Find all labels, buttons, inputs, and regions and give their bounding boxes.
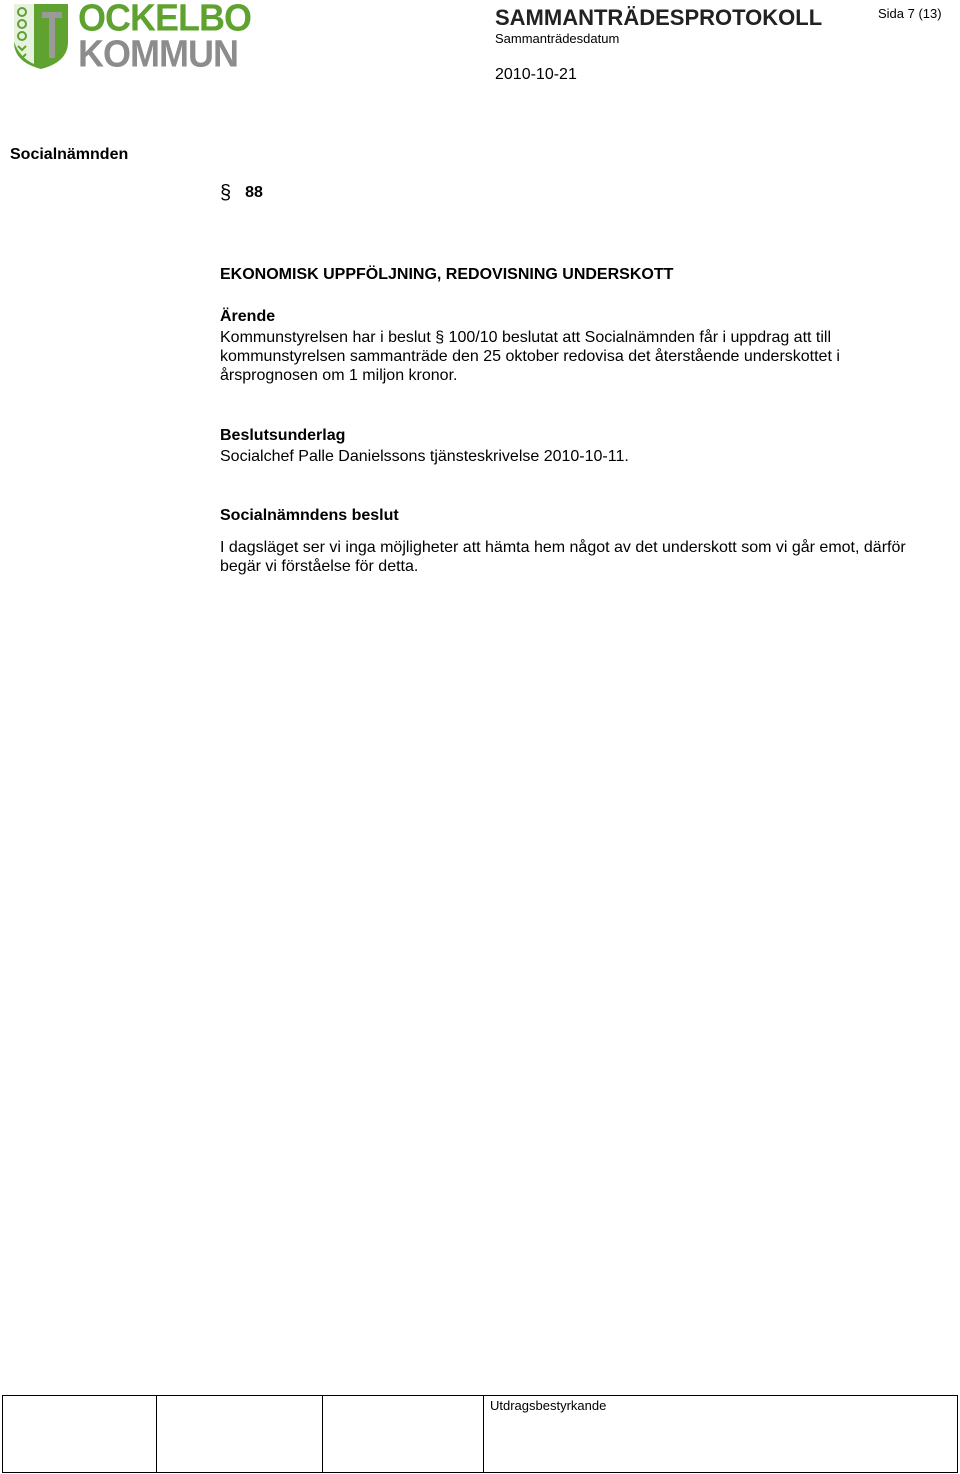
paragraph-number: 88 <box>245 184 263 201</box>
section-symbol: § <box>220 182 232 204</box>
section-symbol-inline: § <box>435 329 445 346</box>
meeting-date: 2010-10-21 <box>495 66 577 83</box>
beslutsunderlag-label: Beslutsunderlag <box>220 427 346 444</box>
beslut-line-2: begär vi förståelse för detta. <box>220 558 419 575</box>
beslut-label: Socialnämndens beslut <box>220 507 399 524</box>
logo-text-ockelbo: OCKELBO <box>78 0 251 40</box>
signature-table <box>2 1395 958 1473</box>
item-heading: EKONOMISK UPPFÖLJNING, REDOVISNING UNDERSKOTT <box>220 266 674 283</box>
committee-name: Socialnämnden <box>10 146 129 163</box>
signature-cell-2 <box>157 1396 323 1473</box>
arende-label: Ärende <box>220 308 276 325</box>
date-label: Sammanträdesdatum <box>495 31 620 46</box>
arende-line-3: årsprognosen om 1 miljon kronor. <box>220 367 458 384</box>
beslut-line-1: I dagsläget ser vi inga möjligheter att hämta hem något av det underskott som vi går emot, därför <box>220 539 906 556</box>
arende-text <box>220 328 920 385</box>
signature-cell-3 <box>323 1396 484 1473</box>
attest-cell <box>484 1396 958 1473</box>
paragraph-number-row <box>220 183 263 203</box>
arende-line-1: Kommunstyrelsen har i beslut § 100/10 beslutat att Socialnämnden får i uppdrag att till <box>220 329 832 346</box>
arende-line-2: kommunstyrelsen sammanträde den 25 oktober redovisa det återstående underskottet i <box>220 348 840 365</box>
attest-label: Utdragsbestyrkande <box>490 1398 607 1413</box>
beslutsunderlag-text: Socialchef Palle Danielssons tjänsteskrivelse 2010-10-11. <box>220 448 629 465</box>
document-title: SAMMANTRÄDESPROTOKOLL <box>495 5 823 30</box>
signature-cell-1 <box>3 1396 157 1473</box>
coat-of-arms-icon <box>12 2 70 70</box>
ockelbo-kommun-logo <box>10 0 251 76</box>
beslut-text <box>220 538 955 576</box>
page-number: Sida 7 (13) <box>878 6 942 21</box>
logo-text-kommun: KOMMUN <box>78 32 238 76</box>
